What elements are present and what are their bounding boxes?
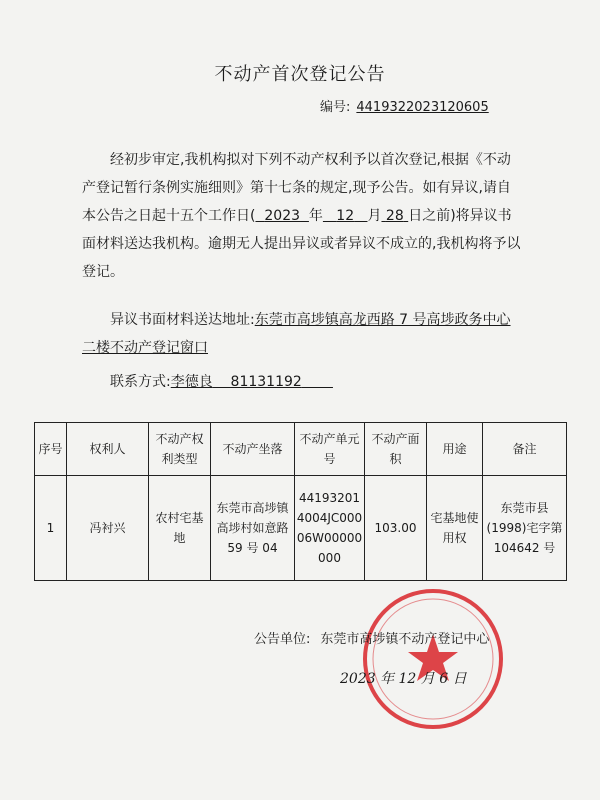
table-cell: 东莞市高埗镇高埗村如意路 59 号 04	[211, 476, 295, 581]
table-header-row	[35, 423, 567, 476]
contact-phone: 81131192	[230, 374, 302, 390]
deadline-year: 2023	[264, 208, 301, 224]
contact-line	[110, 368, 550, 396]
contact-value	[171, 374, 333, 390]
col-header: 不动产单元号	[295, 423, 365, 476]
col-header: 备注	[483, 423, 567, 476]
address-label: 异议书面材料送达地址:	[110, 312, 255, 328]
table-cell: 103.00	[365, 476, 427, 581]
page-title: 不动产首次登记公告	[214, 64, 386, 85]
handwritten-date: 2023 年 12 月 6 日	[340, 671, 467, 687]
notice-paragraph	[82, 146, 522, 286]
deadline-month: 12	[336, 208, 355, 224]
address-value: 东莞市高埗镇高龙西路 7 号高埗政务中心二楼不动产登记窗口	[82, 312, 511, 356]
official-seal	[360, 586, 506, 732]
month-unit: 月	[367, 208, 382, 224]
table-cell: 农村宅基地	[149, 476, 211, 581]
col-header: 不动产权利类型	[149, 423, 211, 476]
registration-table	[34, 422, 567, 581]
contact-label: 联系方式:	[110, 374, 171, 390]
table-cell: 441932014004JC00006W00000000	[295, 476, 365, 581]
issuer-label: 公告单位:	[254, 632, 311, 647]
table-cell: 1	[35, 476, 67, 581]
col-header: 权利人	[67, 423, 149, 476]
col-header: 用途	[427, 423, 483, 476]
table-cell: 东莞市县(1998)宅字第 104642 号	[483, 476, 567, 581]
notice-text-b: 日之前)将异议书面材料送达我机构。逾期无人提出异议或者异议不成立的,我机构将予以登记。	[82, 208, 521, 280]
table-cell: 宅基地使用权	[427, 476, 483, 581]
col-header: 不动产坐落	[211, 423, 295, 476]
year-unit: 年	[308, 208, 323, 224]
table-cell: 冯衬兴	[67, 476, 149, 581]
doc-number-value: 4419322023120605	[356, 100, 489, 115]
address-paragraph	[82, 306, 522, 362]
deadline-day: 28	[385, 208, 404, 224]
doc-number-label: 编号:	[320, 100, 351, 115]
issuer-line	[254, 628, 489, 647]
col-header: 序号	[35, 423, 67, 476]
document-number	[320, 96, 489, 115]
col-header: 不动产面积	[365, 423, 427, 476]
notice-text-a: 经初步审定,我机构拟对下列不动产权利予以首次登记,根据《不动产登记暂行条例实施细则》第十七条的规定,现予公告。如有异议,请自本公告之日起十五个工作日(	[82, 152, 511, 224]
table-row	[35, 476, 567, 581]
issuer-value: 东莞市高埗镇不动产登记中心	[320, 632, 490, 647]
contact-name: 李德良	[170, 374, 213, 390]
